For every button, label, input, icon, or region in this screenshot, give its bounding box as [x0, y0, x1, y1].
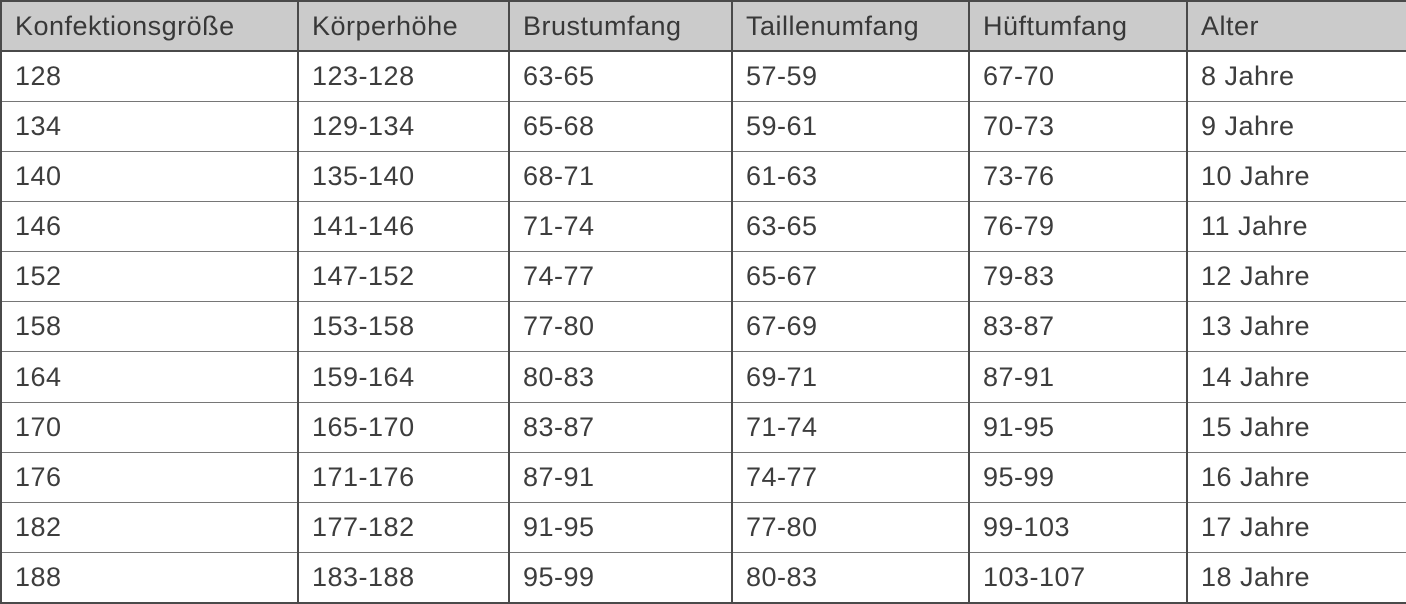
- table-cell: 182: [1, 502, 298, 552]
- table-cell: 18 Jahre: [1187, 552, 1406, 603]
- table-cell: 87-91: [509, 452, 732, 502]
- table-cell: 15 Jahre: [1187, 402, 1406, 452]
- table-cell: 12 Jahre: [1187, 252, 1406, 302]
- table-cell: 83-87: [969, 302, 1187, 352]
- table-row: [1, 502, 1406, 552]
- table-cell: 67-70: [969, 51, 1187, 102]
- table-row: [1, 252, 1406, 302]
- table-cell: 171-176: [298, 452, 509, 502]
- table-body: [1, 51, 1406, 603]
- column-header: Brustumfang: [509, 1, 732, 51]
- table-cell: 129-134: [298, 102, 509, 152]
- table-cell: 71-74: [732, 402, 969, 452]
- table-cell: 103-107: [969, 552, 1187, 603]
- table-cell: 57-59: [732, 51, 969, 102]
- table-cell: 83-87: [509, 402, 732, 452]
- table-cell: 176: [1, 452, 298, 502]
- table-cell: 164: [1, 352, 298, 402]
- table-cell: 153-158: [298, 302, 509, 352]
- table-cell: 134: [1, 102, 298, 152]
- table-cell: 87-91: [969, 352, 1187, 402]
- table-cell: 77-80: [509, 302, 732, 352]
- table-cell: 61-63: [732, 152, 969, 202]
- table-row: [1, 302, 1406, 352]
- table-cell: 95-99: [969, 452, 1187, 502]
- table-cell: 188: [1, 552, 298, 603]
- table-cell: 63-65: [509, 51, 732, 102]
- table-cell: 77-80: [732, 502, 969, 552]
- table-cell: 170: [1, 402, 298, 452]
- column-header: Körperhöhe: [298, 1, 509, 51]
- table-row: [1, 402, 1406, 452]
- table-cell: 91-95: [509, 502, 732, 552]
- table-cell: 159-164: [298, 352, 509, 402]
- table-cell: 76-79: [969, 202, 1187, 252]
- table-cell: 68-71: [509, 152, 732, 202]
- table-cell: 8 Jahre: [1187, 51, 1406, 102]
- table-cell: 13 Jahre: [1187, 302, 1406, 352]
- table-cell: 65-67: [732, 252, 969, 302]
- table-cell: 17 Jahre: [1187, 502, 1406, 552]
- table-cell: 95-99: [509, 552, 732, 603]
- table-row: [1, 352, 1406, 402]
- table-header: [1, 1, 1406, 51]
- table-cell: 147-152: [298, 252, 509, 302]
- table-cell: 63-65: [732, 202, 969, 252]
- table-cell: 140: [1, 152, 298, 202]
- table-cell: 16 Jahre: [1187, 452, 1406, 502]
- table-cell: 165-170: [298, 402, 509, 452]
- table-cell: 69-71: [732, 352, 969, 402]
- table-row: [1, 552, 1406, 603]
- table-cell: 158: [1, 302, 298, 352]
- table-cell: 79-83: [969, 252, 1187, 302]
- table-row: [1, 452, 1406, 502]
- column-header: Hüftumfang: [969, 1, 1187, 51]
- table-cell: 152: [1, 252, 298, 302]
- table-cell: 135-140: [298, 152, 509, 202]
- table-cell: 11 Jahre: [1187, 202, 1406, 252]
- column-header: Alter: [1187, 1, 1406, 51]
- column-header: Konfektionsgröße: [1, 1, 298, 51]
- table-cell: 128: [1, 51, 298, 102]
- table-cell: 70-73: [969, 102, 1187, 152]
- table-cell: 99-103: [969, 502, 1187, 552]
- table-cell: 80-83: [509, 352, 732, 402]
- table-cell: 177-182: [298, 502, 509, 552]
- table-cell: 10 Jahre: [1187, 152, 1406, 202]
- table-cell: 73-76: [969, 152, 1187, 202]
- table-cell: 80-83: [732, 552, 969, 603]
- table-cell: 74-77: [732, 452, 969, 502]
- column-header: Taillenumfang: [732, 1, 969, 51]
- table-cell: 146: [1, 202, 298, 252]
- table-cell: 9 Jahre: [1187, 102, 1406, 152]
- table-cell: 183-188: [298, 552, 509, 603]
- table-cell: 71-74: [509, 202, 732, 252]
- table-row: [1, 51, 1406, 102]
- table-cell: 91-95: [969, 402, 1187, 452]
- header-row: [1, 1, 1406, 51]
- table-cell: 65-68: [509, 102, 732, 152]
- table-cell: 14 Jahre: [1187, 352, 1406, 402]
- table-row: [1, 102, 1406, 152]
- table-cell: 74-77: [509, 252, 732, 302]
- table-cell: 123-128: [298, 51, 509, 102]
- table-row: [1, 202, 1406, 252]
- table-cell: 141-146: [298, 202, 509, 252]
- table-cell: 67-69: [732, 302, 969, 352]
- table-row: [1, 152, 1406, 202]
- table-cell: 59-61: [732, 102, 969, 152]
